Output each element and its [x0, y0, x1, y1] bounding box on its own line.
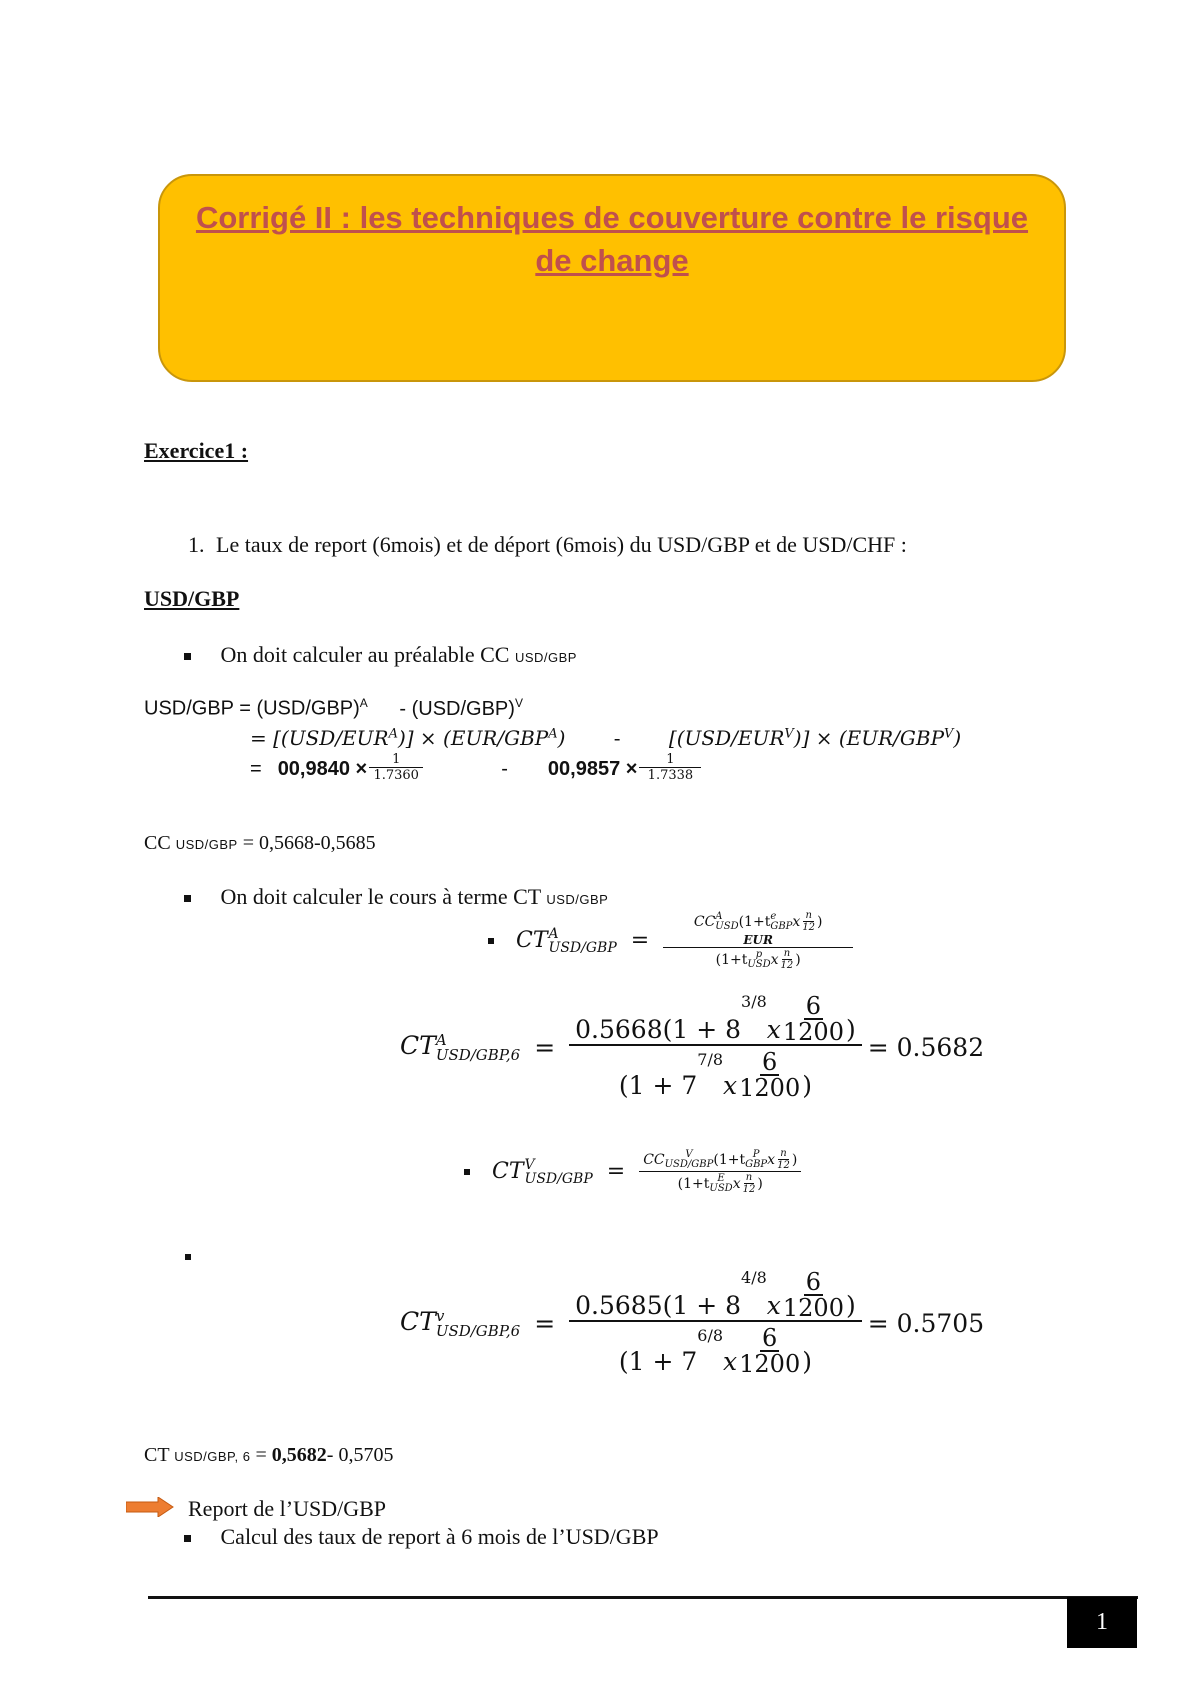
fv-num	[639, 1148, 801, 1172]
ca-den	[617, 1046, 814, 1100]
cr3-den1: 1.7360	[373, 768, 419, 783]
calc-bid-fraction	[569, 1270, 862, 1376]
fa-eur: EUR	[663, 933, 853, 948]
cv-den	[617, 1322, 814, 1376]
fa-num-n12	[800, 910, 817, 933]
bullet-icon	[464, 1169, 470, 1175]
fa-lhs: CT	[516, 927, 548, 953]
ca-den-close: )	[802, 1071, 812, 1100]
bullet-icon	[184, 1535, 191, 1542]
ca-den-exp: 7/8	[697, 1050, 724, 1069]
cr3-num1: 1	[369, 752, 423, 768]
cr3-num2: 1	[639, 752, 701, 768]
cc-value: = 0,5668-0,5685	[242, 832, 376, 854]
fv-den-sub: USD	[709, 1182, 733, 1194]
cross-rate-line-2	[250, 726, 961, 750]
fa-den-12: 12	[780, 960, 794, 971]
fa-num-a: CC	[693, 913, 716, 930]
cv-num-fn: 6	[805, 1268, 822, 1296]
ca-den-fn: 6	[762, 1048, 778, 1076]
fa-lhs-sub: USD/GBP	[548, 939, 617, 956]
arrow-right-icon	[126, 1497, 174, 1517]
ca-lhs: CT	[400, 1031, 436, 1061]
step-3-text: Calcul des taux de report à 6 mois de l’USD/GBP	[220, 1524, 659, 1549]
cv-num-frac	[781, 1270, 846, 1320]
formula-bid-fraction	[639, 1148, 801, 1195]
calc-ask-lhs	[400, 1031, 520, 1063]
cv-num-fd: 1200	[782, 1294, 844, 1322]
cc-subscript: USD/GBP	[175, 837, 238, 852]
question-1	[188, 532, 907, 558]
cv-lhs: CT	[400, 1307, 436, 1337]
ca-lhs-sup: A	[435, 1030, 447, 1049]
fa-num-a-sup: A	[715, 910, 723, 922]
cr3-val1: 00,9840 ×	[277, 758, 368, 780]
bullet-icon	[488, 938, 494, 944]
cr3-val2: 00,9857 ×	[547, 758, 638, 780]
cv-den-frac	[737, 1326, 802, 1376]
cross-rate-bid-sup: V	[514, 696, 523, 710]
fa-num-x: x	[792, 913, 801, 930]
cc-label: CC	[144, 832, 171, 854]
ca-num-close: )	[845, 1015, 856, 1044]
ca-num-pre: 0.5668(1 + 8	[575, 1015, 742, 1044]
cv-num-exp: 4/8	[741, 1268, 767, 1287]
ct-value-bold: 0,5682	[271, 1444, 327, 1466]
cv-den-close: )	[802, 1347, 812, 1376]
cross-rate-line-3	[250, 752, 701, 783]
ca-num-fd: 1200	[782, 1018, 844, 1046]
cr2-left-sup: A	[388, 726, 398, 742]
fv-den-x: x	[732, 1175, 741, 1192]
ca-num-exp: 3/8	[741, 992, 767, 1011]
fa-den-n12	[779, 948, 796, 971]
bullet-icon	[184, 653, 191, 660]
footer-divider	[148, 1596, 1138, 1599]
cross-rate-ask-sup: A	[359, 696, 368, 710]
cr2-left-end: )] × (EUR/GBP	[397, 726, 549, 750]
ca-num-fn: 6	[805, 992, 822, 1020]
title-line-2: de change	[535, 243, 689, 278]
fv-num-close: )	[791, 1151, 798, 1168]
fv-num-b-sup: P	[752, 1148, 760, 1160]
fa-num-a-sub: USD	[715, 920, 739, 932]
cr2-dash: -	[613, 726, 621, 750]
fa-den-close: )	[795, 951, 801, 968]
calc-ask-fraction	[569, 994, 862, 1100]
fa-12: 12	[802, 922, 816, 933]
ca-lhs-sub: USD/GBP,6	[435, 1045, 521, 1064]
fa-den	[714, 948, 803, 971]
report-heading: Report de l’USD/GBP	[188, 1496, 386, 1521]
cv-eq: =	[534, 1308, 556, 1338]
calc-bid	[400, 1270, 984, 1376]
bullet-icon	[184, 895, 191, 902]
section-heading-usdgbp: USD/GBP	[144, 586, 240, 611]
fv-lhs-sup: V	[524, 1156, 535, 1173]
ca-num	[569, 994, 862, 1046]
title-line-1: Corrigé II : les techniques de couverture contre le risque	[195, 200, 1029, 235]
formula-bid-lhs	[492, 1158, 593, 1186]
fv-den-n: n	[745, 1172, 753, 1183]
cv-den-exp: 6/8	[697, 1326, 724, 1345]
formula-ask-fraction	[663, 910, 853, 971]
question-text: Le taux de report (6mois) et de déport (6mois) du USD/GBP et de USD/CHF :	[216, 532, 907, 557]
fv-12: 12	[777, 1160, 790, 1171]
cv-den-fn: 6	[762, 1324, 778, 1352]
cross-rate-line-1	[144, 696, 523, 721]
fv-num-a-sub: USD/GBP	[664, 1158, 714, 1170]
fv-eq: =	[606, 1159, 626, 1184]
ct-value-rest: - 0,5705	[326, 1444, 394, 1466]
cv-lhs-sub: USD/GBP,6	[435, 1321, 521, 1340]
cv-den-x: x	[723, 1347, 738, 1376]
fa-den-x: x	[770, 951, 779, 968]
fa-num-b: (1+t	[738, 913, 771, 930]
step-1-text: On doit calculer au préalable CC	[220, 642, 510, 667]
cv-result: = 0.5705	[867, 1308, 985, 1338]
fv-lhs: CT	[492, 1158, 524, 1184]
cross-rate-ask: USD/GBP = (USD/GBP)	[144, 697, 360, 720]
cv-lhs-sup: v	[435, 1306, 445, 1325]
ct-eq: =	[255, 1444, 267, 1466]
page-title	[160, 196, 1064, 282]
fa-num-top	[694, 910, 823, 933]
cr3-frac2	[639, 752, 701, 783]
fv-num-b-sub: GBP	[745, 1158, 768, 1170]
cv-den-fd: 1200	[739, 1350, 801, 1378]
fv-den-a: (1+t	[677, 1175, 710, 1192]
fa-lhs-sup: A	[548, 925, 559, 942]
ct-subscript: USD/GBP, 6	[174, 1449, 251, 1464]
exercise-heading: Exercice1 :	[144, 438, 249, 463]
fv-num-n12	[775, 1148, 792, 1171]
cr2-right-sup2: V	[944, 726, 954, 742]
cv-num-x: x	[766, 1291, 781, 1320]
fa-den-sub: USD	[747, 958, 771, 970]
cr2-mid-sup: A	[548, 726, 558, 742]
ca-den-frac	[737, 1050, 802, 1100]
ca-num-frac	[781, 994, 846, 1044]
cr2-right: [(USD/EUR	[668, 726, 785, 750]
fv-num-x: x	[767, 1151, 776, 1168]
cr2-right-end: )] × (EUR/GBP	[793, 726, 945, 750]
fa-den-a: (1+t	[715, 951, 748, 968]
fa-den-sup: p	[755, 948, 763, 960]
question-number: 1.	[188, 532, 205, 557]
calc-ask	[400, 994, 984, 1100]
cr2-close: )	[557, 726, 566, 750]
page-number: 1	[1067, 1597, 1137, 1648]
ca-num-x: x	[766, 1015, 781, 1044]
fa-eq: =	[630, 928, 650, 953]
cr3-dash: -	[501, 758, 508, 780]
ca-result: = 0.5682	[867, 1032, 985, 1062]
fa-num-close: )	[817, 913, 823, 930]
formula-bid	[464, 1148, 801, 1195]
fa-num-b-sup: e	[770, 910, 777, 922]
ca-den-x: x	[723, 1071, 738, 1100]
cv-den-pre: (1 + 7	[618, 1347, 698, 1376]
step-2-text: On doit calculer le cours à terme CT	[220, 884, 541, 909]
cv-num-pre: 0.5685(1 + 8	[575, 1291, 742, 1320]
fv-lhs-sub: USD/GBP	[524, 1170, 593, 1187]
cr3-frac1	[369, 752, 423, 783]
fv-den-sup: E	[717, 1172, 725, 1184]
fv-num-a-sup: V	[685, 1148, 693, 1160]
title-box	[158, 174, 1066, 382]
ca-eq: =	[534, 1032, 556, 1062]
step-1	[184, 642, 577, 668]
cr3-eq: =	[250, 758, 262, 780]
fv-num-b: (1+t	[713, 1151, 746, 1168]
cr3-den2: 1.7338	[647, 768, 694, 783]
cr2-right-close: )	[953, 726, 962, 750]
ct-result	[144, 1444, 393, 1467]
fv-den-close: )	[757, 1175, 763, 1192]
ca-den-pre: (1 + 7	[618, 1071, 698, 1100]
fv-den-12: 12	[742, 1184, 756, 1195]
cv-num	[569, 1270, 862, 1322]
step-2	[184, 884, 608, 910]
step-3	[184, 1524, 659, 1550]
bullet-icon	[185, 1254, 191, 1260]
cr2-left: = [(USD/EUR	[250, 726, 389, 750]
fa-n: n	[805, 910, 812, 921]
cc-result	[144, 832, 376, 855]
fv-den	[676, 1172, 765, 1195]
formula-ask	[488, 910, 853, 971]
fa-num-b-sub: GBP	[770, 920, 793, 932]
fv-den-n12	[741, 1172, 758, 1195]
step-1-subscript: USD/GBP	[514, 650, 577, 665]
calc-bid-lhs	[400, 1307, 520, 1339]
ca-den-fd: 1200	[739, 1074, 801, 1102]
cr2-right-sup: V	[784, 726, 794, 742]
fa-den-n: n	[783, 948, 791, 959]
step-2-subscript: USD/GBP	[546, 892, 609, 907]
cv-num-close: )	[845, 1291, 856, 1320]
ct-label: CT	[144, 1444, 170, 1466]
fv-n: n	[780, 1148, 787, 1159]
formula-ask-lhs	[516, 927, 617, 955]
fv-num-a: CC	[643, 1151, 665, 1168]
cross-rate-bid: - (USD/GBP)	[399, 697, 515, 720]
